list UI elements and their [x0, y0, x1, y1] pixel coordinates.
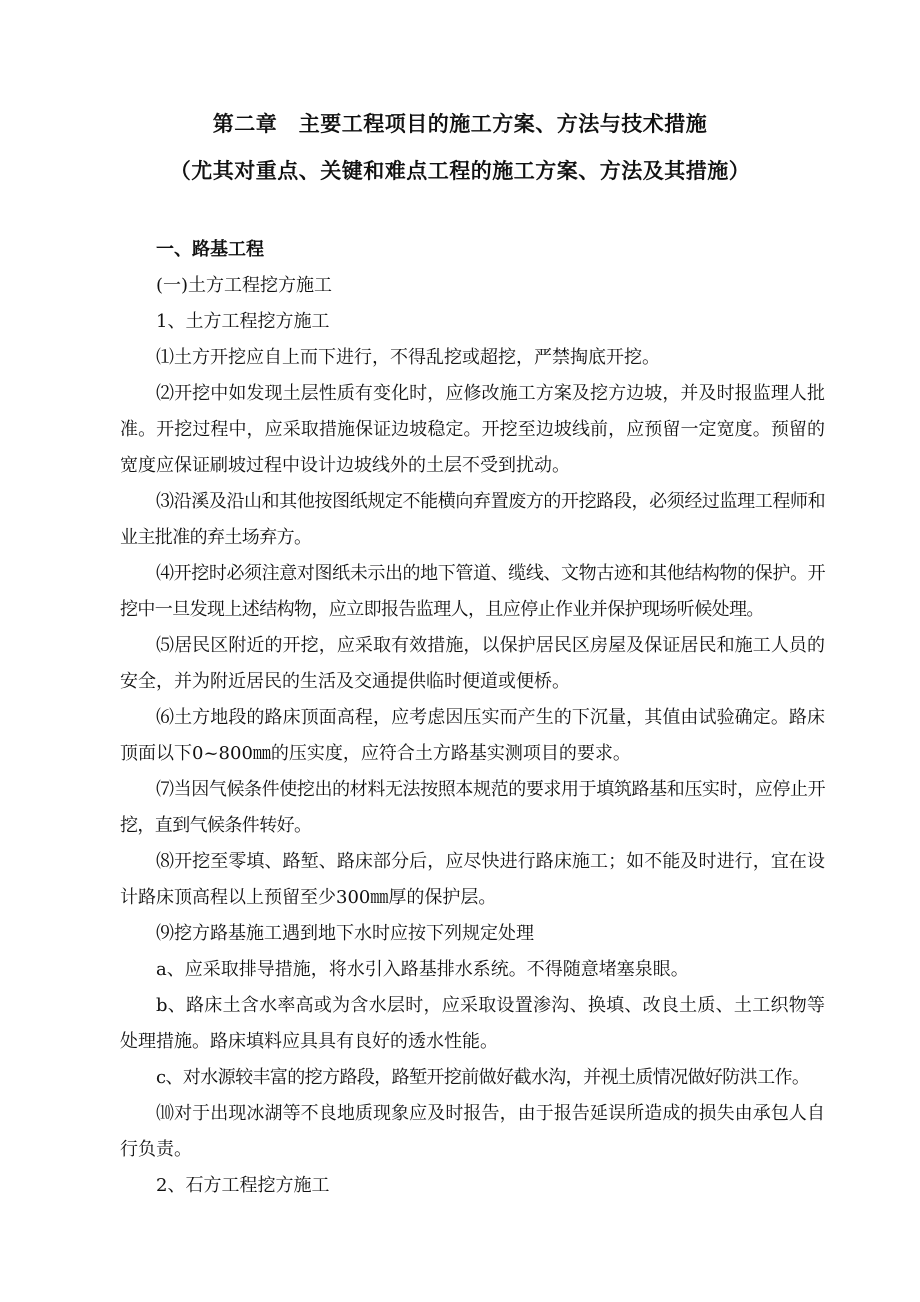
paragraph: ⑶沿溪及沿山和其他按图纸规定不能横向弃置废方的开挖路段，必须经过监理工程师和业主批准的弃土场弃方。 — [120, 491, 825, 548]
paragraph: ⑴土方开挖应自上而下进行，不得乱挖或超挖，严禁掏底开挖。 — [156, 347, 660, 368]
paragraph: ⑷开挖时必须注意对图纸未示出的地下管道、缆线、文物古迹和其他结构物的保护。开挖中一旦发现上述结构物，应立即报告监理人，且应停止作业并保护现场听候处理。 — [120, 563, 825, 620]
paragraph: ⑹土方地段的路床顶面高程，应考虑因压实而产生的下沉量，其值由试验确定。路床顶面以下0~800㎜的压实度，应符合土方路基实测项目的要求。 — [120, 707, 825, 764]
chapter-subtitle: （尤其对重点、关键和难点工程的施工方案、方法及其措施） — [169, 158, 751, 183]
paragraph: a、应采取排导措施，将水引入路基排水系统。不得随意堵塞泉眼。 — [156, 959, 689, 980]
paragraph: ⑻开挖至零填、路堑、路床部分后，应尽快进行路床施工；如不能及时进行，宜在设计路床顶高程以上预留至少300㎜厚的保护层。 — [120, 851, 825, 908]
paragraph: ⑽对于出现冰湖等不良地质现象应及时报告，由于报告延误所造成的损失由承包人自行负责。 — [120, 1103, 825, 1160]
paragraph: ⑵开挖中如发现土层性质有变化时，应修改施工方案及挖方边坡，并及时报监理人批准。开挖过程中，应采取措施保证边坡稳定。开挖至边坡线前，应预留一定宽度。预留的宽度应保证刷坡过程中设计边坡线外的土层不受到扰动。 — [120, 383, 825, 476]
document-body — [120, 232, 825, 1204]
paragraph: c、对水源较丰富的挖方路段，路堑开挖前做好截水沟，并视土质情况做好防洪工作。 — [156, 1067, 810, 1088]
paragraph: 1、土方工程挖方施工 — [156, 311, 330, 332]
chapter-title: 第二章 主要工程项目的施工方案、方法与技术措施 — [212, 111, 708, 136]
paragraph: b、路床土含水率高或为含水层时，应采取设置渗沟、换填、改良土质、土工织物等处理措施。路床填料应具具有良好的透水性能。 — [120, 995, 825, 1052]
section-heading: 一、路基工程 — [156, 239, 264, 260]
paragraph: ⑺当因气候条件使挖出的材料无法按照本规范的要求用于填筑路基和压实时，应停止开挖，直到气候条件转好。 — [120, 779, 825, 836]
paragraph: 2、石方工程挖方施工 — [156, 1175, 330, 1196]
paragraph: (一)土方工程挖方施工 — [156, 275, 333, 296]
paragraph: ⑼挖方路基施工遇到地下水时应按下列规定处理 — [156, 923, 534, 944]
paragraph: ⑸居民区附近的开挖，应采取有效措施，以保护居民区房屋及保证居民和施工人员的安全，并为附近居民的生活及交通提供临时便道或便桥。 — [120, 635, 825, 692]
